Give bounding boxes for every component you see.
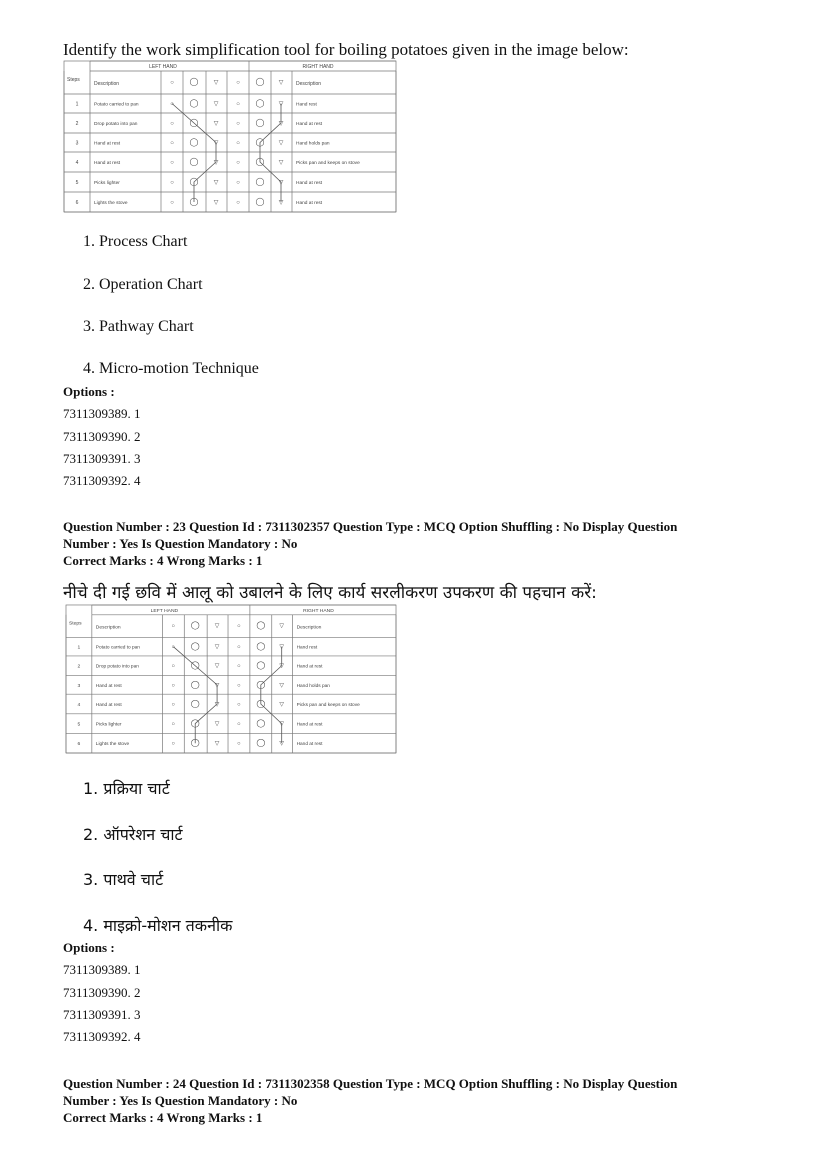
symbol: ▽: [214, 721, 220, 728]
question-meta: [63, 1075, 783, 1126]
options-label: Options :: [63, 384, 115, 399]
right-hand-description: Hand at rest: [296, 201, 323, 206]
symbol: ○: [236, 200, 240, 206]
step-number: 4: [77, 702, 81, 708]
option-2: 7311309390. 2: [63, 985, 141, 1000]
left-hand-description: Hand at rest: [94, 161, 121, 166]
symbol: ▽: [278, 80, 284, 86]
symbol: ▽: [278, 140, 284, 147]
header-description: Description: [296, 81, 322, 87]
symbol: ▽: [213, 160, 219, 166]
step-number: 5: [77, 722, 81, 728]
symbol: ▽: [279, 721, 284, 728]
symbol: ◯: [190, 738, 200, 748]
symbol: ◯: [255, 118, 265, 127]
left-hand-description: Hand at rest: [95, 683, 122, 689]
symbol: ◯: [256, 679, 266, 689]
step-number: 1: [77, 645, 81, 651]
symbol: ○: [236, 101, 240, 108]
left-hand-description: Potato carried to pan: [95, 645, 140, 651]
choice-2: 2. Operation Chart: [83, 276, 203, 293]
symbol: ◯: [190, 679, 200, 689]
symbol: ◯: [189, 197, 199, 206]
right-hand-description: Hand holds pan: [296, 141, 330, 147]
symbol: ○: [236, 180, 240, 186]
symbol: ◯: [189, 77, 199, 86]
symbol: ○: [170, 121, 174, 127]
header-steps: Steps: [68, 621, 82, 627]
symbol: ○: [237, 682, 241, 689]
symbol: ▽: [279, 623, 284, 630]
header-left-hand: LEFT HAND: [150, 608, 179, 614]
symbol: ▽: [213, 80, 219, 86]
choice-1: 1. प्रक्रिया चार्ट: [83, 779, 170, 798]
options-label: Options :: [63, 940, 115, 955]
symbol: ▽: [279, 644, 284, 651]
meta-line-2: Number : Yes Is Question Mandatory : No: [63, 1093, 298, 1108]
right-hand-description: Hand at rest: [296, 742, 323, 748]
question-text: Identify the work simplification tool for boiling potatoes given in the image below:: [63, 40, 629, 59]
option-2: 7311309390. 2: [63, 429, 141, 444]
step-number: 6: [77, 742, 81, 748]
symbol: ○: [237, 721, 241, 728]
choice-2: 2. ऑपरेशन चार्ट: [83, 825, 183, 844]
symbol: ◯: [255, 157, 265, 166]
choice-4: 4. Micro-motion Technique: [83, 360, 259, 377]
right-hand-description: Hand at rest: [296, 181, 323, 186]
left-hand-description: Drop potato into pan: [94, 122, 138, 127]
right-hand-description: Picks pan and keeps on stove: [296, 702, 360, 708]
step-number: 2: [77, 664, 81, 670]
choice-1: 1. Process Chart: [83, 233, 188, 250]
symbol: ◯: [255, 77, 265, 86]
step-number: 3: [75, 140, 79, 147]
symbol: ◯: [256, 699, 266, 708]
option-4: 7311309392. 4: [63, 1029, 141, 1044]
symbol: ◯: [256, 641, 266, 651]
option-3: 7311309391. 3: [63, 1007, 141, 1022]
symbol: ○: [171, 663, 176, 670]
question-text-hindi: नीचे दी गई छवि में आलू को उबालने के लिए कार्य सरलीकरण उपकरण की पहचान करें:: [63, 583, 597, 603]
symbol: ○: [237, 644, 241, 651]
symbol: ◯: [255, 98, 265, 108]
header-right-hand: RIGHT HAND: [302, 64, 334, 70]
symbol: ◯: [190, 641, 200, 651]
symbol: ◯: [256, 718, 266, 728]
option-4: 7311309392. 4: [63, 473, 141, 488]
symbol: ▽: [214, 701, 220, 708]
symbol: ▽: [214, 663, 220, 670]
right-hand-description: Hand at rest: [296, 664, 323, 670]
symbol: ○: [171, 623, 176, 630]
symbol: ▽: [214, 741, 220, 748]
symbol: ○: [237, 623, 241, 630]
choice-3: 3. पाथवे चार्ट: [83, 870, 164, 889]
symbol: ◯: [256, 620, 266, 630]
symbol: ▽: [214, 682, 220, 689]
right-hand-description: Picks pan and keeps on stove: [296, 161, 360, 166]
header-right-hand: RIGHT HAND: [303, 608, 334, 614]
symbol: ○: [171, 682, 176, 689]
right-hand-description: Hand holds pan: [296, 683, 330, 689]
symbol: ○: [236, 160, 240, 166]
symbol: ▽: [279, 741, 284, 748]
symbol: ▽: [278, 180, 284, 186]
left-hand-description: Lights the stove: [94, 201, 128, 206]
process-chart-image: [63, 60, 397, 213]
option-3: 7311309391. 3: [63, 451, 141, 466]
symbol: ○: [237, 741, 241, 748]
symbol: ▽: [213, 200, 219, 206]
right-hand-description: Hand rest: [296, 645, 318, 651]
step-number: 6: [75, 200, 79, 206]
option-1: 7311309389. 1: [63, 962, 141, 977]
meta-line-3: Correct Marks : 4 Wrong Marks : 1: [63, 1110, 263, 1125]
choice-3: 3. Pathway Chart: [83, 318, 194, 335]
symbol: ◯: [190, 699, 200, 708]
symbol: ◯: [255, 177, 265, 186]
symbol: ○: [237, 701, 241, 708]
question-meta: [63, 518, 783, 569]
symbol: ▽: [279, 701, 284, 708]
symbol: ▽: [278, 160, 284, 166]
right-hand-description: Hand at rest: [296, 722, 323, 728]
symbol: ◯: [256, 738, 266, 748]
meta-line-2: Number : Yes Is Question Mandatory : No: [63, 536, 298, 551]
symbol: ◯: [189, 137, 199, 147]
chart-body: [66, 605, 396, 753]
meta-line-1: Question Number : 24 Question Id : 7311302358 Question Type : MCQ Option Shuffling : No Display Question: [63, 1076, 678, 1091]
symbol: ▽: [278, 200, 284, 206]
symbol: ○: [236, 140, 240, 147]
header-steps: Steps: [67, 77, 80, 83]
symbol: ◯: [256, 660, 266, 670]
symbol: ◯: [190, 620, 200, 630]
symbol: ○: [171, 721, 176, 728]
step-number: 2: [75, 121, 79, 127]
symbol: ▽: [279, 663, 284, 670]
left-hand-description: Lights the stove: [95, 742, 130, 748]
symbol: ▽: [214, 644, 220, 651]
header-description: Description: [296, 625, 322, 631]
symbol: ▽: [213, 140, 219, 147]
chart-body: [64, 61, 396, 212]
symbol: ▽: [214, 623, 220, 630]
symbol: ○: [170, 160, 174, 166]
symbol: ○: [236, 121, 240, 127]
right-hand-description: Hand rest: [296, 102, 317, 108]
symbol: ○: [171, 741, 176, 748]
symbol: ○: [171, 644, 176, 651]
symbol: ◯: [189, 118, 199, 127]
symbol: ◯: [190, 718, 200, 728]
left-hand-description: Picks lighter: [94, 181, 120, 186]
meta-line-3: Correct Marks : 4 Wrong Marks : 1: [63, 553, 263, 568]
symbol: ▽: [213, 101, 219, 108]
symbol: ◯: [189, 157, 199, 166]
symbol: ◯: [189, 177, 199, 186]
meta-line-1: Question Number : 23 Question Id : 7311302357 Question Type : MCQ Option Shuffling : No Display Question: [63, 519, 678, 534]
symbol: ▽: [278, 121, 284, 127]
left-hand-description: Picks lighter: [95, 722, 122, 728]
symbol: ○: [170, 200, 174, 206]
header-left-hand: LEFT HAND: [149, 64, 177, 70]
header-description: Description: [94, 81, 120, 87]
step-number: 3: [77, 683, 81, 689]
symbol: ◯: [255, 137, 265, 147]
symbol: ▽: [278, 101, 284, 108]
symbol: ▽: [213, 180, 219, 186]
option-1: 7311309389. 1: [63, 406, 141, 421]
symbol: ○: [170, 80, 174, 86]
symbol: ▽: [279, 682, 284, 689]
left-hand-description: Hand at rest: [95, 702, 122, 708]
header-description: Description: [95, 625, 121, 631]
symbol: ◯: [189, 98, 199, 108]
left-hand-description: Potato carried to pan: [94, 102, 139, 108]
symbol: ◯: [190, 660, 200, 670]
right-hand-description: Hand at rest: [296, 122, 323, 127]
symbol: ○: [236, 80, 240, 86]
process-chart-image: [65, 604, 397, 754]
symbol: ○: [170, 140, 174, 147]
symbol: ○: [170, 180, 174, 186]
symbol: ○: [237, 663, 241, 670]
symbol: ○: [170, 101, 174, 108]
symbol: ▽: [213, 121, 219, 127]
left-hand-description: Hand at rest: [94, 141, 121, 147]
symbol: ○: [171, 701, 176, 708]
choice-4: 4. माइक्रो-मोशन तकनीक: [83, 916, 233, 935]
step-number: 5: [75, 180, 79, 186]
symbol: ◯: [255, 197, 265, 206]
step-number: 4: [75, 160, 79, 166]
left-hand-description: Drop potato into pan: [95, 664, 139, 670]
step-number: 1: [75, 101, 79, 108]
